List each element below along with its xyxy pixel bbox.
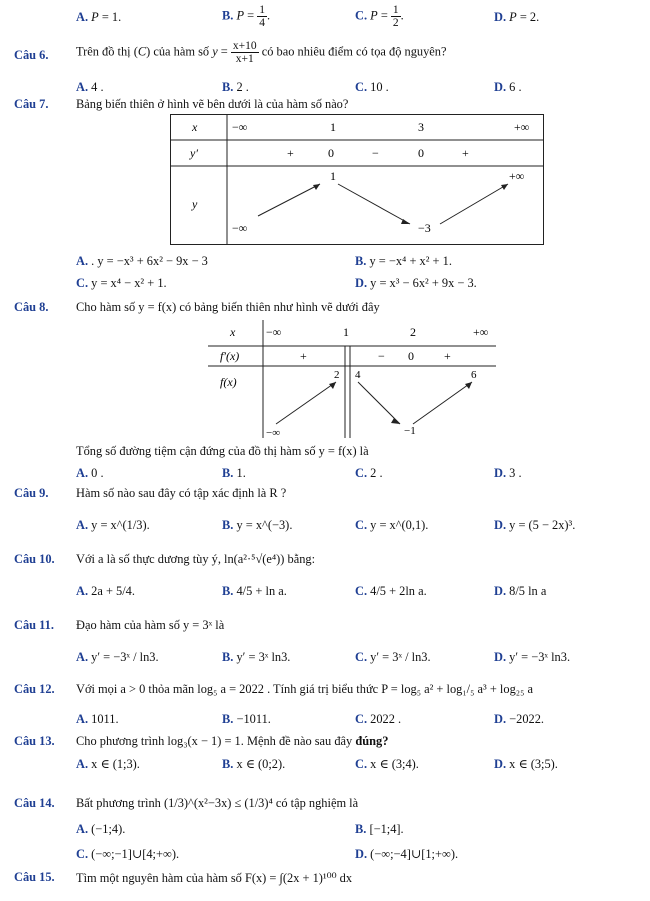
q12-number: Câu 12. bbox=[14, 682, 55, 696]
q12-option-d: D. −2022. bbox=[494, 712, 545, 726]
svg-text:+: + bbox=[287, 146, 294, 160]
q8-option-d: D. 3 . bbox=[494, 466, 522, 480]
q8-variation-table bbox=[208, 320, 498, 440]
q10-option-c: C. 4/5 + 2ln a. bbox=[355, 584, 427, 598]
q7-number: Câu 7. bbox=[14, 97, 49, 111]
svg-text:6: 6 bbox=[471, 369, 477, 381]
q11-option-b: B. y′ = 3ˣ ln3. bbox=[222, 650, 291, 664]
q9-text: Hàm số nào sau đây có tập xác định là R ? bbox=[76, 486, 287, 500]
q9-number: Câu 9. bbox=[14, 486, 49, 500]
q6-option-a: A. 4 . bbox=[76, 80, 104, 94]
q7-variation-table bbox=[170, 114, 545, 246]
q12-option-a: A. 1011. bbox=[76, 712, 119, 726]
q8-row-f: f(x) bbox=[220, 375, 237, 389]
q11-text: Đạo hàm của hàm số y = 3ˣ là bbox=[76, 618, 225, 632]
svg-text:+: + bbox=[444, 349, 451, 363]
q14-text: Bất phương trình (1/3)^(x²−3x) ≤ (1/3)⁴ có tập nghiệm là bbox=[76, 796, 359, 810]
q10-number: Câu 10. bbox=[14, 552, 55, 566]
q6-option-b: B. 2 . bbox=[222, 80, 249, 94]
q12-text: Với mọi a > 0 thỏa mãn log₅ a = 2022 . Tính giá trị biểu thức P = log₅ a² + log₁/₅ a³ + log₂₅ a bbox=[76, 682, 534, 696]
q7-option-c: C. y = x⁴ − x² + 1. bbox=[76, 276, 167, 290]
q8-followup: Tổng số đường tiệm cận đứng của đồ thị hàm số y = f(x) là bbox=[76, 444, 369, 458]
svg-text:4: 4 bbox=[355, 369, 361, 381]
q13-option-d: D. x ∈ (3;5). bbox=[494, 757, 558, 771]
svg-text:1: 1 bbox=[330, 169, 336, 183]
svg-text:1: 1 bbox=[330, 120, 336, 134]
q13-option-a: A. x ∈ (1;3). bbox=[76, 757, 140, 771]
svg-text:+: + bbox=[300, 349, 307, 363]
q14-option-d: D. (−∞;−4]∪[1;+∞). bbox=[355, 847, 459, 861]
svg-text:0: 0 bbox=[328, 146, 334, 160]
q7-option-d: D. y = x³ − 6x² + 9x − 3. bbox=[355, 276, 477, 290]
q6-option-c: C. 10 . bbox=[355, 80, 389, 94]
svg-text:2: 2 bbox=[334, 369, 340, 381]
q9-option-b: B. y = x^(−3). bbox=[222, 518, 293, 532]
q8-option-b: B. 1. bbox=[222, 466, 246, 480]
q8-number: Câu 8. bbox=[14, 300, 49, 314]
q7-option-b: B. y = −x⁴ + x² + 1. bbox=[355, 254, 452, 268]
q6-number: Câu 6. bbox=[14, 48, 49, 62]
q14-number: Câu 14. bbox=[14, 796, 55, 810]
q7-row-y: y bbox=[192, 197, 198, 211]
q10-option-d: D. 8/5 ln a bbox=[494, 584, 547, 598]
q7-row-yprime: y′ bbox=[190, 146, 198, 160]
q5-option-a: A. P = 1. bbox=[76, 10, 122, 24]
q14-option-b: B. [−1;4]. bbox=[355, 822, 404, 836]
q11-option-c: C. y′ = 3ˣ / ln3. bbox=[355, 650, 431, 664]
svg-text:−: − bbox=[378, 349, 385, 363]
q7-option-a: A. . y = −x³ + 6x² − 9x − 3 bbox=[76, 254, 208, 268]
q12-option-c: C. 2022 . bbox=[355, 712, 402, 726]
svg-text:0: 0 bbox=[408, 349, 414, 363]
svg-text:3: 3 bbox=[418, 120, 424, 134]
svg-text:−3: −3 bbox=[418, 221, 431, 235]
q10-text: Với a là số thực dương tùy ý, ln(a²·⁵√(e⁴)) bằng: bbox=[76, 552, 316, 566]
q8-row-fprime: f′(x) bbox=[220, 349, 240, 363]
q11-option-d: D. y′ = −3ˣ ln3. bbox=[494, 650, 571, 664]
svg-text:−: − bbox=[372, 146, 379, 160]
svg-text:−∞: −∞ bbox=[266, 427, 281, 439]
svg-text:+: + bbox=[462, 146, 469, 160]
q6-option-d: D. 6 . bbox=[494, 80, 522, 94]
q9-option-c: C. y = x^(0,1). bbox=[355, 518, 429, 532]
q8-option-c: C. 2 . bbox=[355, 466, 383, 480]
svg-text:+∞: +∞ bbox=[473, 325, 489, 339]
q13-option-c: C. x ∈ (3;4). bbox=[355, 757, 419, 771]
q10-option-b: B. 4/5 + ln a. bbox=[222, 584, 287, 598]
svg-text:−∞: −∞ bbox=[232, 221, 248, 235]
svg-text:+∞: +∞ bbox=[509, 169, 525, 183]
svg-text:1: 1 bbox=[343, 325, 349, 339]
q12-option-b: B. −1011. bbox=[222, 712, 271, 726]
svg-text:0: 0 bbox=[418, 146, 424, 160]
svg-text:+∞: +∞ bbox=[514, 120, 530, 134]
svg-text:−∞: −∞ bbox=[232, 120, 248, 134]
q8-option-a: A. 0 . bbox=[76, 466, 104, 480]
svg-text:2: 2 bbox=[410, 325, 416, 339]
q9-option-d: D. y = (5 − 2x)³. bbox=[494, 518, 576, 532]
q11-option-a: A. y′ = −3ˣ / ln3. bbox=[76, 650, 159, 664]
q13-option-b: B. x ∈ (0;2). bbox=[222, 757, 286, 771]
q15-number: Câu 15. bbox=[14, 870, 55, 884]
q14-option-a: A. (−1;4). bbox=[76, 822, 126, 836]
q9-option-a: A. y = x^(1/3). bbox=[76, 518, 150, 532]
q11-number: Câu 11. bbox=[14, 618, 54, 632]
q8-text: Cho hàm số y = f(x) có bảng biến thiên như hình vẽ dưới đây bbox=[76, 300, 380, 314]
q13-text: Cho phương trình log₃(x − 1) = 1. Mệnh đề nào sau đây đúng? bbox=[76, 734, 389, 748]
q15-text: Tìm một nguyên hàm của hàm số F(x) = ∫(2x + 1)¹⁰⁰ dx bbox=[76, 871, 353, 885]
q10-option-a: A. 2a + 5/4. bbox=[76, 584, 135, 598]
svg-text:−1: −1 bbox=[404, 425, 416, 437]
q5-option-d: D. P = 2. bbox=[494, 10, 540, 24]
q13-number: Câu 13. bbox=[14, 734, 55, 748]
q7-text: Bảng biến thiên ở hình vẽ bên dưới là của hàm số nào? bbox=[76, 97, 349, 111]
q6-text: Trên đồ thị (C) của hàm số y = $\frac{x+10}{x+1}$ có bao nhiêu điểm có tọa độ nguyên? bbox=[76, 40, 447, 66]
q5-option-b: B. P = $\frac{1}{4}$ . bbox=[222, 4, 271, 30]
svg-text:−∞: −∞ bbox=[266, 325, 282, 339]
q5-option-c: C. P = $\frac{1}{2}$ . bbox=[355, 4, 404, 30]
q7-row-x: x bbox=[192, 120, 198, 134]
q14-option-c: C. (−∞;−1]∪[4;+∞). bbox=[76, 847, 180, 861]
q8-row-x: x bbox=[230, 325, 236, 339]
